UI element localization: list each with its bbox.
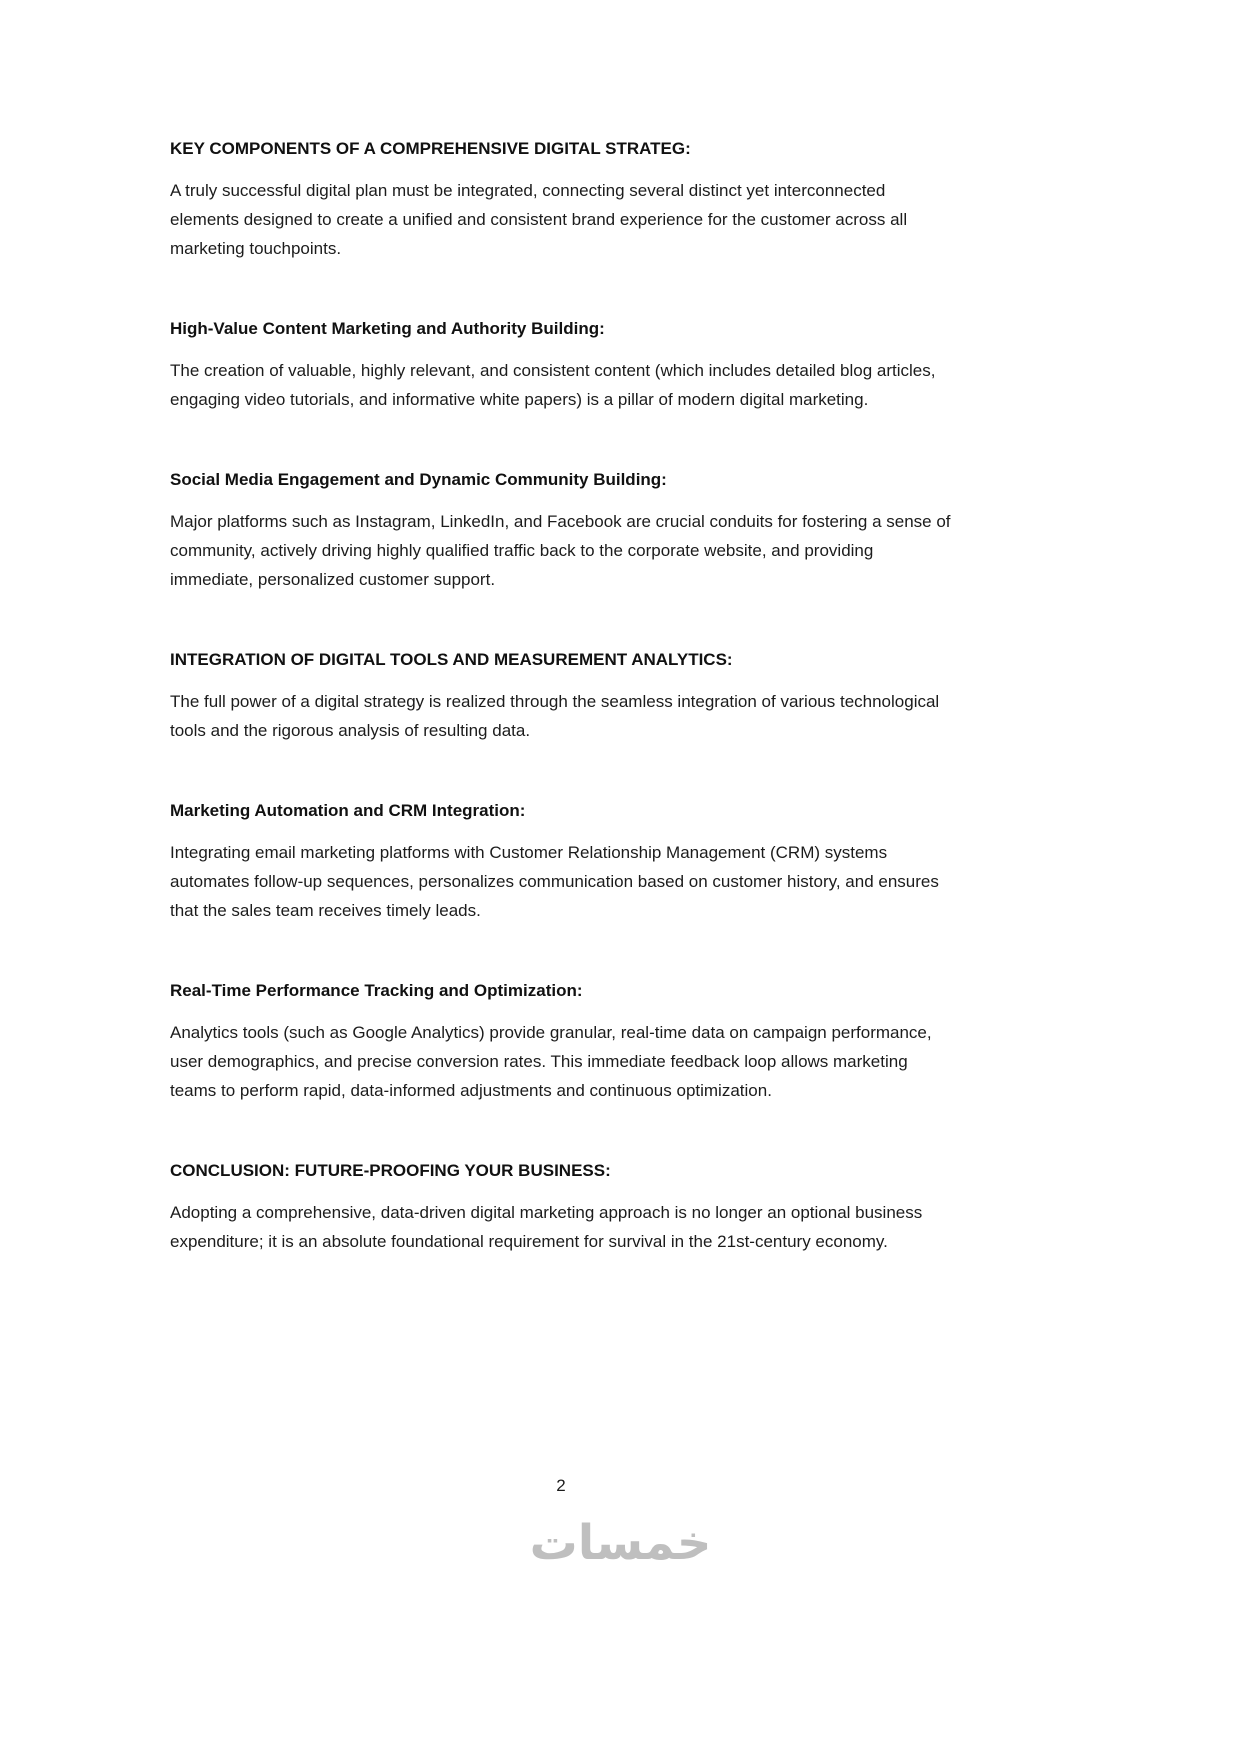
section-heading: CONCLUSION: FUTURE-PROOFING YOUR BUSINESS:: [170, 1161, 611, 1180]
section-paragraph: A truly successful digital plan must be integrated, connecting several distinct yet interconnected elements designed to create a unified and consistent brand experience for the customer across all marketing touchpoints.: [170, 181, 908, 258]
section-performance-tracking: [170, 980, 952, 1105]
section-heading: KEY COMPONENTS OF A COMPREHENSIVE DIGITAL STRATEG:: [170, 139, 691, 158]
page-number: 2: [556, 1476, 566, 1495]
section-heading: Real-Time Performance Tracking and Optimization:: [170, 981, 583, 1000]
khamsat-watermark-logo: خمسات: [529, 1515, 712, 1571]
section-key-components: [170, 138, 952, 263]
section-paragraph: The creation of valuable, highly relevant, and consistent content (which includes detailed blog articles, engaging video tutorials, and informative white papers) is a pillar of modern digital marketing.: [170, 361, 936, 409]
section-paragraph: Analytics tools (such as Google Analytics) provide granular, real-time data on campaign performance, user demographics, and precise conversion rates. This immediate feedback loop allows marketing teams to perform rapid, data-informed adjustments and continuous optimization.: [170, 1023, 932, 1100]
section-paragraph: The full power of a digital strategy is realized through the seamless integration of various technological tools and the rigorous analysis of resulting data.: [170, 692, 940, 740]
section-heading: INTEGRATION OF DIGITAL TOOLS AND MEASUREMENT ANALYTICS:: [170, 650, 733, 669]
section-paragraph: Major platforms such as Instagram, LinkedIn, and Facebook are crucial conduits for fostering a sense of community, actively driving highly qualified traffic back to the corporate website, and providing immediate, personalized customer support.: [170, 512, 951, 589]
section-paragraph: Integrating email marketing platforms with Customer Relationship Management (CRM) systems automates follow-up sequences, personalizes communication based on customer history, and ensures that the sales team receives timely leads.: [170, 843, 939, 920]
section-heading: Marketing Automation and CRM Integration:: [170, 801, 526, 820]
section-integration-tools: [170, 649, 952, 745]
section-heading: Social Media Engagement and Dynamic Community Building:: [170, 470, 667, 489]
section-paragraph: Adopting a comprehensive, data-driven digital marketing approach is no longer an optional business expenditure; it is an absolute foundational requirement for survival in the 21st-century economy.: [170, 1203, 923, 1251]
section-marketing-automation: [170, 800, 952, 925]
document-body: [170, 138, 952, 1311]
section-conclusion: [170, 1160, 952, 1256]
section-heading: High-Value Content Marketing and Authority Building:: [170, 319, 605, 338]
section-content-marketing: [170, 318, 952, 414]
section-social-media: [170, 469, 952, 594]
